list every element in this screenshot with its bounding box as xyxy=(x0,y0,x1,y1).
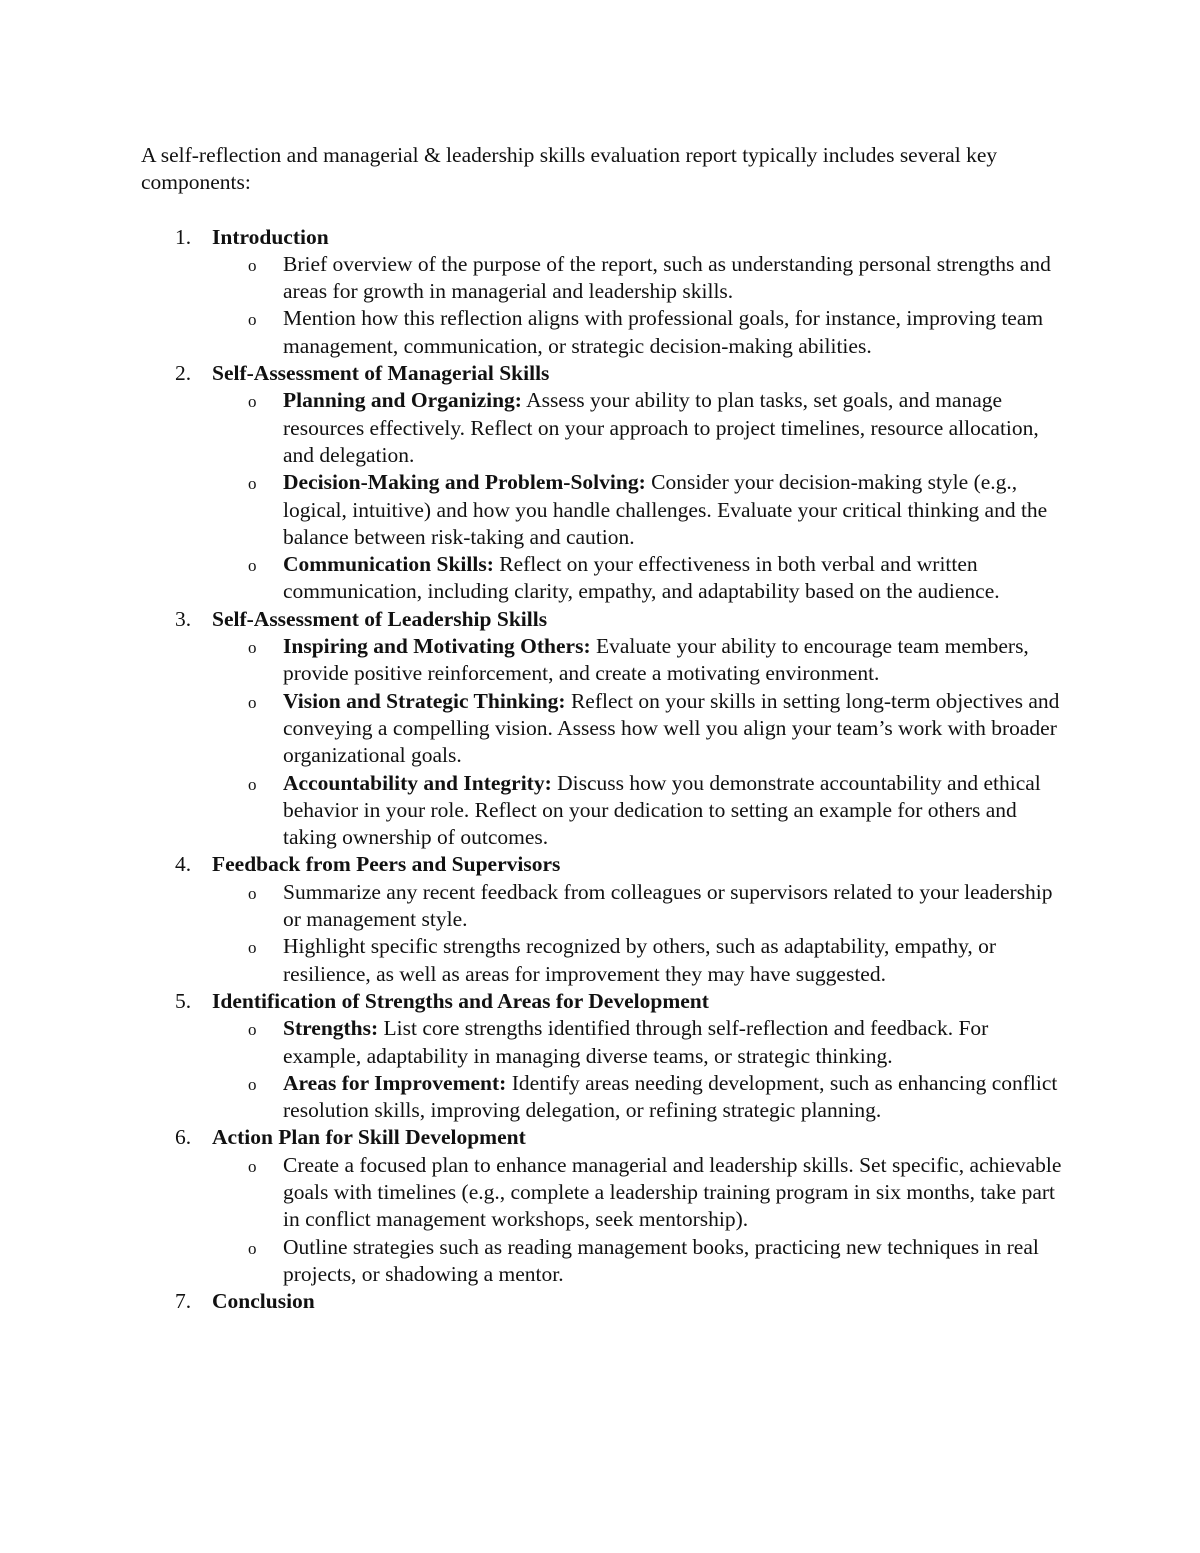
point-text: Identify areas needing development, such as enhancing conflict resolution skills, improving delegation, or refining strategic planning. xyxy=(283,1070,1058,1123)
bullet-marker: o xyxy=(248,1074,257,1094)
bullet-marker: o xyxy=(248,392,257,412)
list-item xyxy=(212,251,1063,306)
point-label: Communication Skills: xyxy=(283,552,494,577)
point-text: Consider your decision-making style (e.g., logical, intuitive) and how you handle challenges. Evaluate your critical thinking and the balance between risk-taking and caution. xyxy=(283,470,1048,549)
point-text: Discuss how you demonstrate accountability and ethical behavior in your role. Reflect on your dedication to setting an example for others and taking ownership of outcomes. xyxy=(283,770,1041,850)
section-item xyxy=(141,360,1059,606)
section-number: 1. xyxy=(175,224,192,249)
point-label: Accountability and Integrity: xyxy=(283,770,552,795)
point-text: Assess your ability to plan tasks, set goals, and manage resources effectively. Reflect on your approach to project timelines, resource allocation, and delegation. xyxy=(283,388,1039,467)
section-item xyxy=(141,851,1059,987)
point-text: Outline strategies such as reading management books, practicing new techniques in real projects, or shadowing a mentor. xyxy=(283,1234,1039,1286)
list-item xyxy=(212,688,1063,770)
bullet-marker: o xyxy=(248,310,257,330)
section-points-list xyxy=(212,879,1059,988)
section-number: 6. xyxy=(175,1125,192,1150)
list-item xyxy=(212,1015,1063,1070)
document-body xyxy=(141,142,1062,1315)
sections-list xyxy=(141,224,1062,1316)
list-item xyxy=(212,933,1063,988)
point-label: Strengths: xyxy=(283,1016,379,1041)
point-text: Highlight specific strengths recognized by others, such as adaptability, empathy, or resilience, as well as areas for improvement they may have suggested. xyxy=(283,934,997,986)
bullet-marker: o xyxy=(248,638,257,658)
intro-paragraph: A self-reflection and managerial & leadership skills evaluation report typically includes several key components: xyxy=(141,143,998,195)
list-item xyxy=(212,1234,1063,1289)
section-number: 4. xyxy=(175,852,192,877)
list-item xyxy=(212,305,1063,360)
point-text: Mention how this reflection aligns with professional goals, for instance, improving team management, communication, or strategic decision-making abilities. xyxy=(283,306,1044,358)
list-item xyxy=(212,879,1063,934)
bullet-marker: o xyxy=(248,1020,257,1040)
section-points-list xyxy=(212,387,1059,605)
bullet-marker: o xyxy=(248,1156,257,1176)
point-text: List core strengths identified through self-reflection and feedback. For example, adaptability in managing diverse teams, or strategic thinking. xyxy=(283,1016,989,1068)
section-item xyxy=(141,988,1059,1124)
point-label: Inspiring and Motivating Others: xyxy=(283,634,591,659)
section-heading: Self-Assessment of Managerial Skills xyxy=(212,361,550,386)
section-item xyxy=(141,606,1059,852)
section-heading: Self-Assessment of Leadership Skills xyxy=(212,606,548,631)
point-text: Reflect on your effectiveness in both verbal and written communication, including clarity, empathy, and adaptability based on the audience. xyxy=(283,552,1000,604)
bullet-marker: o xyxy=(248,255,257,275)
point-label: Planning and Organizing: xyxy=(283,388,522,413)
point-label: Vision and Strategic Thinking: xyxy=(283,688,566,713)
section-heading: Introduction xyxy=(212,224,329,249)
bullet-marker: o xyxy=(248,692,257,712)
section-item xyxy=(141,1288,1059,1315)
section-heading: Conclusion xyxy=(212,1289,315,1314)
section-number: 7. xyxy=(175,1289,192,1314)
point-text: Evaluate your ability to encourage team members, provide positive reinforcement, and create a motivating environment. xyxy=(283,634,1029,686)
bullet-marker: o xyxy=(248,474,257,494)
section-item xyxy=(141,224,1059,360)
point-text: Summarize any recent feedback from colleagues or supervisors related to your leadership or management style. xyxy=(283,879,1053,932)
section-item xyxy=(141,1124,1062,1288)
section-number: 3. xyxy=(175,606,192,631)
bullet-marker: o xyxy=(248,1238,257,1258)
list-item xyxy=(212,1152,1063,1234)
point-label: Areas for Improvement: xyxy=(283,1070,507,1095)
list-item xyxy=(212,633,1063,688)
section-points-list xyxy=(212,1152,1062,1288)
list-item xyxy=(212,551,1063,606)
section-points-list xyxy=(212,251,1059,360)
section-points-list xyxy=(212,1015,1059,1124)
bullet-marker: o xyxy=(248,556,257,576)
list-item xyxy=(212,1070,1063,1125)
section-heading: Identification of Strengths and Areas for Development xyxy=(212,988,709,1013)
bullet-marker: o xyxy=(248,938,257,958)
point-text: Create a focused plan to enhance managerial and leadership skills. Set specific, achievable goals with timelines (e.g., complete a leadership training program in six months, take part in conflict management workshops, seek mentorship). xyxy=(283,1152,1062,1232)
point-text: Reflect on your skills in setting long-term objectives and conveying a compelling vision. Assess how well you align your team’s work with broader organizational goals. xyxy=(283,688,1060,768)
bullet-marker: o xyxy=(248,883,257,903)
section-heading: Action Plan for Skill Development xyxy=(212,1125,526,1150)
bullet-marker: o xyxy=(248,774,257,794)
list-item xyxy=(212,770,1063,852)
list-item xyxy=(212,387,1063,469)
section-heading: Feedback from Peers and Supervisors xyxy=(212,852,561,877)
section-points-list xyxy=(212,633,1059,851)
section-number: 2. xyxy=(175,361,192,386)
point-label: Decision-Making and Problem-Solving: xyxy=(283,470,646,495)
list-item xyxy=(212,469,1063,551)
section-number: 5. xyxy=(175,988,192,1013)
point-text: Brief overview of the purpose of the report, such as understanding personal strengths and areas for growth in managerial and leadership skills. xyxy=(283,251,1051,304)
